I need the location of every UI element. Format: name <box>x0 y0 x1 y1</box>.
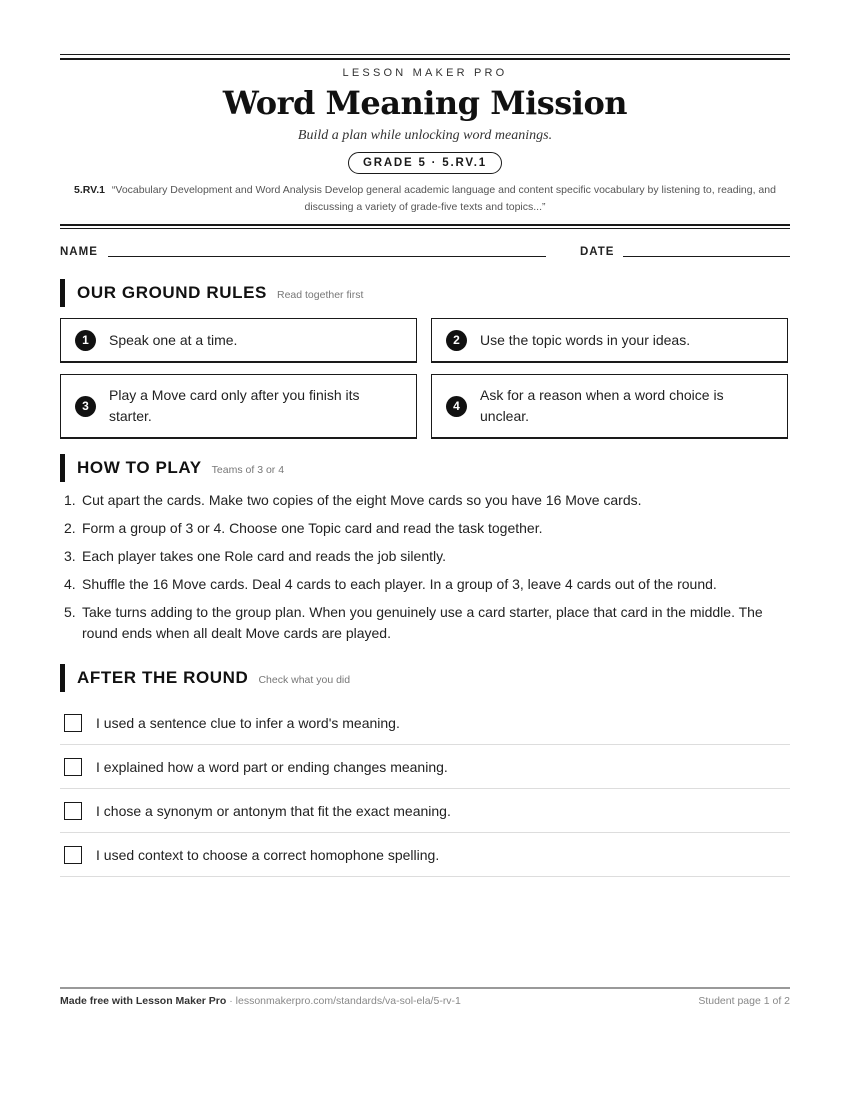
worksheet-page <box>60 0 790 1100</box>
name-field-line[interactable] <box>108 256 546 257</box>
divider-thick <box>60 224 790 226</box>
header-rule-thick <box>60 58 790 60</box>
section-title: OUR GROUND RULES <box>77 283 267 302</box>
checklist-text: I used context to choose a correct homophone spelling. <box>96 846 440 863</box>
section-title: AFTER THE ROUND <box>77 668 249 687</box>
date-field-line[interactable] <box>623 256 790 257</box>
brand-name: LESSON MAKER PRO <box>342 67 508 79</box>
rule-number-badge: 1 <box>75 330 96 351</box>
step-item <box>64 546 790 567</box>
checkbox[interactable] <box>64 846 82 864</box>
checklist-text: I explained how a word part or ending changes meaning. <box>96 758 448 775</box>
step-text: Shuffle the 16 Move cards. Deal 4 cards to each player. In a group of 3, leave 4 cards out of the round. <box>82 576 717 592</box>
ground-rule-card <box>431 318 788 363</box>
step-number: 2. <box>64 520 76 536</box>
after-round-heading <box>60 665 350 691</box>
name-label: NAME <box>60 246 98 258</box>
checklist-item <box>60 833 790 877</box>
section-note: Teams of 3 or 4 <box>211 464 285 476</box>
rule-number-badge: 3 <box>75 396 96 417</box>
step-number: 1. <box>64 492 76 508</box>
checklist-item <box>60 745 790 789</box>
checklist-text: I chose a synonym or antonym that fit the exact meaning. <box>96 802 451 819</box>
section-note: Check what you did <box>258 674 351 686</box>
section-note: Read together first <box>277 289 364 301</box>
how-to-play-steps <box>64 490 790 651</box>
ground-rule-card <box>60 374 417 439</box>
divider-thin <box>60 228 790 229</box>
section-bar <box>60 279 65 307</box>
rule-text: Use the topic words in your ideas. <box>480 331 691 348</box>
footer-page-number: Student page 1 of 2 <box>698 995 790 1007</box>
step-item <box>64 490 790 511</box>
rule-number-badge: 4 <box>446 396 467 417</box>
date-label: DATE <box>580 246 615 258</box>
section-title: HOW TO PLAY <box>77 458 202 477</box>
footer-rule <box>60 987 790 989</box>
section-bar <box>60 454 65 482</box>
rule-text: Speak one at a time. <box>109 331 238 348</box>
header-rule-thin <box>60 54 790 55</box>
checkbox[interactable] <box>64 758 82 776</box>
step-number: 3. <box>64 548 76 564</box>
checklist-text: I used a sentence clue to infer a word's meaning. <box>96 714 400 731</box>
ground-rule-card <box>431 374 788 439</box>
checklist-item <box>60 789 790 833</box>
how-to-play-heading <box>60 455 284 481</box>
step-item <box>64 518 790 539</box>
checkbox[interactable] <box>64 714 82 732</box>
page-subtitle: Build a plan while unlocking word meanings. <box>297 128 553 143</box>
footer-made-with: Made free with Lesson Maker Pro <box>60 995 227 1007</box>
step-number: 4. <box>64 576 76 592</box>
standard-code: 5.RV.1 <box>74 184 105 196</box>
page-title: Word Meaning Mission <box>222 84 628 122</box>
rule-text: Ask for a reason when a word choice is unclear. <box>480 387 724 424</box>
rule-text: Play a Move card only after you finish its starter. <box>109 387 360 424</box>
step-text: Take turns adding to the group plan. When you genuinely use a card starter, place that card in the middle. The round ends when all dealt Move cards are played. <box>82 604 763 641</box>
step-text: Each player takes one Role card and reads the job silently. <box>82 548 446 564</box>
ground-rules-heading <box>60 280 363 306</box>
section-bar <box>60 664 65 692</box>
checkbox[interactable] <box>64 802 82 820</box>
rule-number-badge: 2 <box>446 330 467 351</box>
step-item <box>64 602 790 644</box>
step-item <box>64 574 790 595</box>
ground-rule-card <box>60 318 417 363</box>
standard-description <box>70 182 780 216</box>
standard-text: “Vocabulary Development and Word Analysis Develop general academic language and content specific vocabulary by listening to, reading, and discussing a variety of grade-five texts and topics...” <box>111 184 776 213</box>
footer-url[interactable]: · lessonmakerpro.com/standards/va-sol-ela/5-rv-1 <box>226 995 461 1007</box>
grade-badge: GRADE 5 · 5.RV.1 <box>348 152 502 174</box>
step-number: 5. <box>64 604 76 620</box>
step-text: Form a group of 3 or 4. Choose one Topic card and read the task together. <box>82 520 543 536</box>
footer-credit <box>60 995 461 1007</box>
checklist-item <box>60 701 790 745</box>
step-text: Cut apart the cards. Make two copies of the eight Move cards so you have 16 Move cards. <box>82 492 642 508</box>
